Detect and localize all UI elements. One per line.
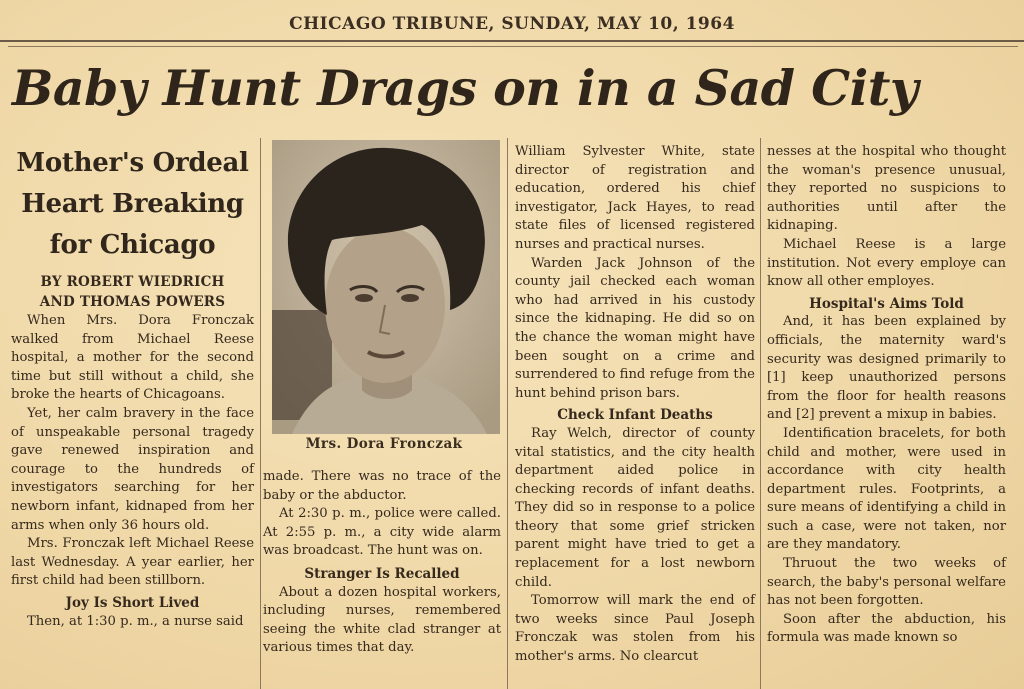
article-column-3: [515, 143, 755, 667]
byline-line: AND THOMAS POWERS: [39, 294, 226, 310]
byline-line: BY ROBERT WIEDRICH: [40, 274, 225, 290]
paragraph: Then, at 1:30 p. m., a nurse said: [27, 613, 244, 629]
subheadline-line: for Chicago: [49, 230, 216, 260]
subheadline-line: Mother's Ordeal: [16, 148, 249, 178]
paragraph: When Mrs. Dora Fronczak walked from Michael Reese hospital, a mother for the second time but still without a child, she broke the hearts of Chicagoans.: [11, 313, 254, 403]
section-subhead: Joy Is Short Lived: [65, 594, 200, 611]
column-rule: [760, 138, 761, 689]
paragraph: Ray Welch, director of county vital statistics, and the city health department aided police in checking records of infant deaths. They did so in response to a police theory that some grief stricken parent might have tried to get a replacement for a lost newborn child.: [515, 425, 755, 590]
article-column-4: [767, 143, 1006, 648]
subheadline: [11, 143, 254, 266]
paragraph: made. There was no trace of the baby or the abductor.: [263, 469, 501, 503]
paragraph: At 2:30 p. m., police were called. At 2:55 p. m., a city wide alarm was broadcast. The hunt was on.: [263, 506, 501, 559]
top-rule: [0, 40, 1024, 42]
paragraph: Michael Reese is a large institution. Not every employe can know all other employes.: [767, 236, 1006, 290]
paragraph: Mrs. Fronczak left Michael Reese last Wednesday. A year earlier, her first child had been stillborn.: [11, 536, 254, 589]
masthead-dateline: CHICAGO TRIBUNE, SUNDAY, MAY 10, 1964: [289, 14, 735, 34]
article-column-1: [11, 143, 254, 631]
paragraph: Soon after the abduction, his formula was made known so: [767, 611, 1006, 646]
section-subhead: Hospital's Aims Told: [809, 295, 964, 312]
paragraph: And, it has been explained by officials, the maternity ward's security was designed primarily to [1] keep unauthorized persons from the floor for health reasons and [2] prevent a mixup in babies.: [767, 314, 1006, 423]
portrait-image: [272, 140, 500, 434]
column-rule: [507, 138, 508, 689]
top-rule-thin: [8, 46, 1018, 47]
section-subhead: Check Infant Deaths: [557, 407, 713, 424]
photo-caption: Mrs. Dora Fronczak: [305, 436, 463, 452]
paragraph: Warden Jack Johnson of the county jail checked each woman who had arrived in his custody since the kidnaping. He did so on the chance the woman might have been sought on a crime and surrendered to find refuge from the hunt behind prison bars.: [515, 255, 755, 401]
article-column-2: [263, 468, 501, 658]
paragraph: Yet, her calm bravery in the face of unspeakable personal tragedy gave renewed inspiration and courage to the hundreds of investigators searching for her newborn infant, kidnaped from her arms when only 36 hours old.: [11, 405, 254, 533]
paragraph: Tomorrow will mark the end of two weeks since Paul Joseph Fronczak was stolen from his mother's arms. No clearcut: [515, 593, 755, 665]
portrait-photo: [272, 140, 500, 434]
subheadline-line: Heart Breaking: [21, 189, 244, 219]
paragraph: Thruout the two weeks of search, the baby's personal welfare has not been forgotten.: [767, 556, 1006, 609]
headline: Baby Hunt Drags on in a Sad City: [12, 59, 918, 117]
section-subhead: Stranger Is Recalled: [304, 565, 460, 582]
paragraph: About a dozen hospital workers, including nurses, remembered seeing the white clad stranger at various times that day.: [263, 584, 501, 656]
byline: [11, 272, 254, 312]
paragraph: nesses at the hospital who thought the woman's presence unusual, they reported no suspicions to authorities until after the kidnaping.: [767, 144, 1006, 234]
paragraph: Identification bracelets, for both child and mother, were used in accordance with city health department rules. Footprints, a sure means of identifying a child in such a case, were not taken, nor are they mandatory.: [767, 425, 1006, 553]
paragraph: William Sylvester White, state director of registration and education, ordered his chief investigator, Jack Hayes, to read state files of licensed registered nurses and practical nurses.: [515, 144, 755, 252]
column-rule: [260, 138, 261, 689]
